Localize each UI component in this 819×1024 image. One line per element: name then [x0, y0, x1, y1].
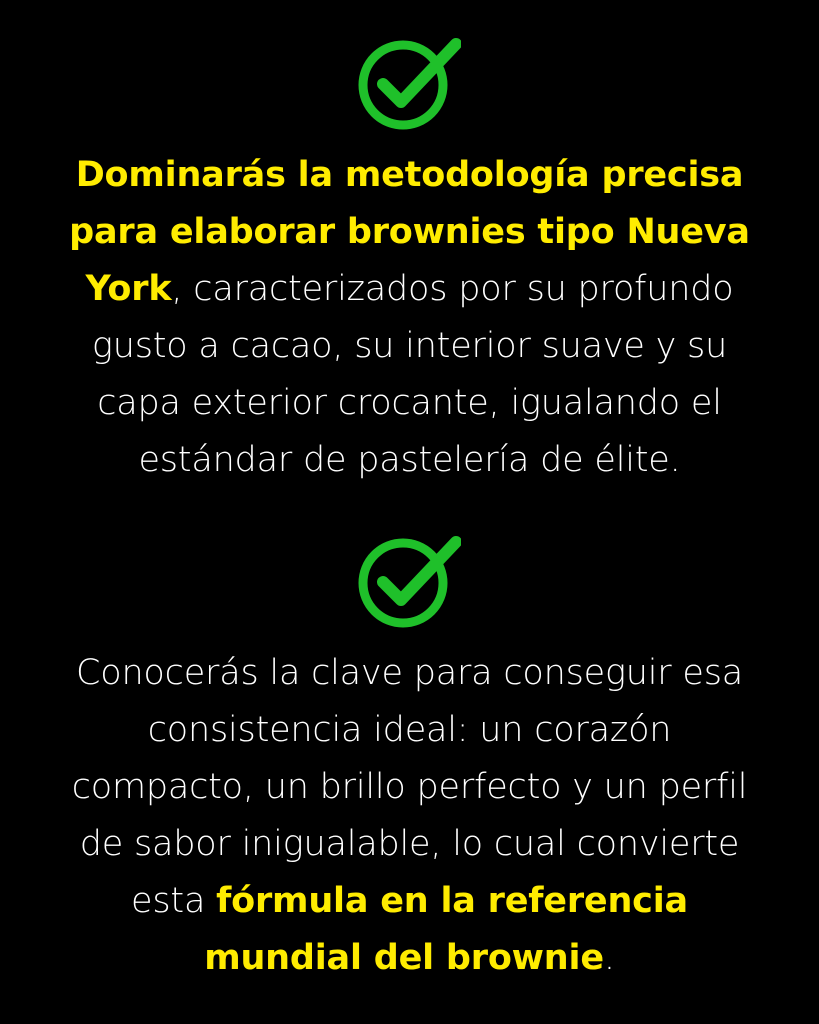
- benefit-highlight-1: Dominarás la metodología precisa para elaborar brownies tipo Nueva York: [69, 155, 750, 309]
- benefit-text-2: [55, 645, 764, 987]
- benefit-body-2: Conocerás la clave para conseguir esa consistencia ideal: un corazón compacto, un brillo perfecto y un perfil de sabor inigualable, lo cual convierte esta: [71, 653, 748, 921]
- check-circle-icon: [357, 530, 461, 634]
- benefit-body-1: , caracterizados por su profundo gusto a cacao, su interior suave y su capa exterior crocante, igualando el estándar de pastelería de élite.: [91, 269, 734, 480]
- check-circle-icon: [357, 32, 461, 136]
- benefit-highlight-2: fórmula en la referencia mundial del brownie: [204, 881, 688, 978]
- benefit-end-2: .: [603, 938, 615, 978]
- benefit-text-1: [55, 147, 764, 489]
